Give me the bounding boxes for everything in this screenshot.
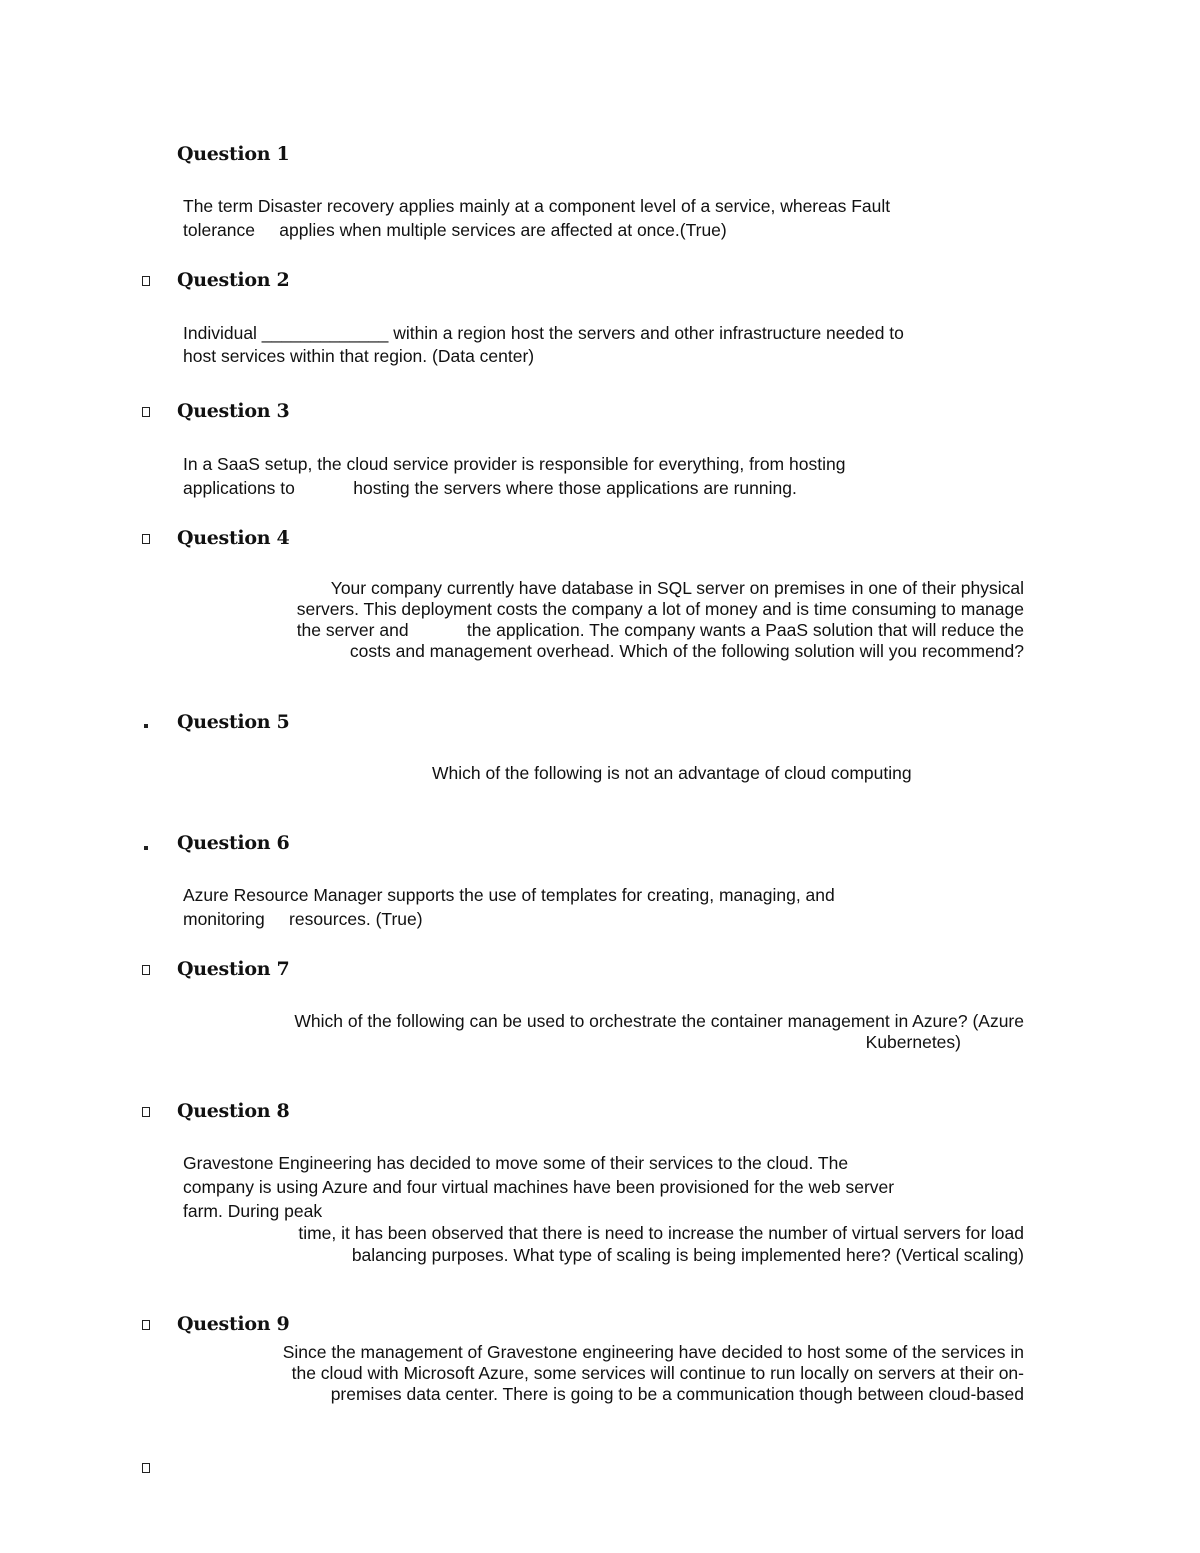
question-6-line-1: Azure Resource Manager supports the use of templates for creating, managing, and — [183, 885, 835, 905]
question-3-line-2: applications to hosting the servers where those applications are running. — [183, 478, 797, 498]
question-8-line-3: farm. During peak — [183, 1201, 323, 1221]
checkbox-bullet-icon — [142, 407, 150, 417]
checkbox-bullet-icon — [142, 534, 150, 544]
question-4-line-3: the server and the application. The company wants a PaaS solution that will reduce the — [296, 620, 1024, 640]
question-8-line-4: time, it has been observed that there is need to increase the number of virtual servers for load — [298, 1223, 1024, 1243]
question-4-title: Question 4 — [177, 527, 290, 549]
question-4-line-4: costs and management overhead. Which of the following solution will you recommend? — [349, 641, 1024, 661]
checkbox-bullet-icon — [142, 276, 150, 286]
question-2-line-1: Individual _____________ within a region host the servers and other infrastructure needed to — [183, 323, 904, 343]
question-9-title: Question 9 — [177, 1313, 290, 1335]
question-1-line-1: The term Disaster recovery applies mainly at a component level of a service, whereas Fault — [183, 196, 891, 216]
question-9-line-2: the cloud with Microsoft Azure, some services will continue to run locally on servers at their on- — [291, 1363, 1024, 1383]
question-7-line-1: Which of the following can be used to orchestrate the container management in Azure? (Azure — [294, 1011, 1024, 1031]
question-9-line-3: premises data center. There is going to be a communication though between cloud-based — [330, 1384, 1024, 1404]
checkbox-bullet-icon — [142, 1463, 150, 1473]
question-6-title: Question 6 — [177, 832, 290, 854]
question-4-line-1: Your company currently have database in SQL server on premises in one of their physical — [330, 578, 1024, 598]
question-7-title: Question 7 — [177, 958, 290, 980]
bullet-dot-icon — [144, 846, 148, 850]
question-5-line-1: Which of the following is not an advantage of cloud computing — [432, 763, 912, 783]
question-7-line-2: Kubernetes) — [865, 1032, 961, 1052]
question-8-title: Question 8 — [177, 1100, 290, 1122]
checkbox-bullet-icon — [142, 965, 150, 975]
question-9-line-1: Since the management of Gravestone engineering have decided to host some of the services in — [282, 1342, 1024, 1362]
question-8-line-1: Gravestone Engineering has decided to move some of their services to the cloud. The — [183, 1153, 849, 1173]
question-5-title: Question 5 — [177, 711, 290, 733]
checkbox-bullet-icon — [142, 1320, 150, 1330]
checkbox-bullet-icon — [142, 1107, 150, 1117]
question-3-line-1: In a SaaS setup, the cloud service provider is responsible for everything, from hosting — [183, 454, 846, 474]
question-3-title: Question 3 — [177, 400, 290, 422]
question-6-line-2: monitoring resources. (True) — [183, 909, 423, 929]
question-1-title: Question 1 — [177, 143, 290, 165]
question-8-line-5: balancing purposes. What type of scaling is being implemented here? (Vertical scaling) — [351, 1245, 1024, 1265]
question-2-title: Question 2 — [177, 269, 290, 291]
question-1-line-2: tolerance applies when multiple services are affected at once.(True) — [183, 220, 727, 240]
question-4-line-2: servers. This deployment costs the company a lot of money and is time consuming to manage — [296, 599, 1024, 619]
question-8-line-2: company is using Azure and four virtual machines have been provisioned for the web server — [183, 1177, 895, 1197]
bullet-dot-icon — [144, 724, 148, 728]
question-2-line-2: host services within that region. (Data center) — [183, 346, 535, 366]
